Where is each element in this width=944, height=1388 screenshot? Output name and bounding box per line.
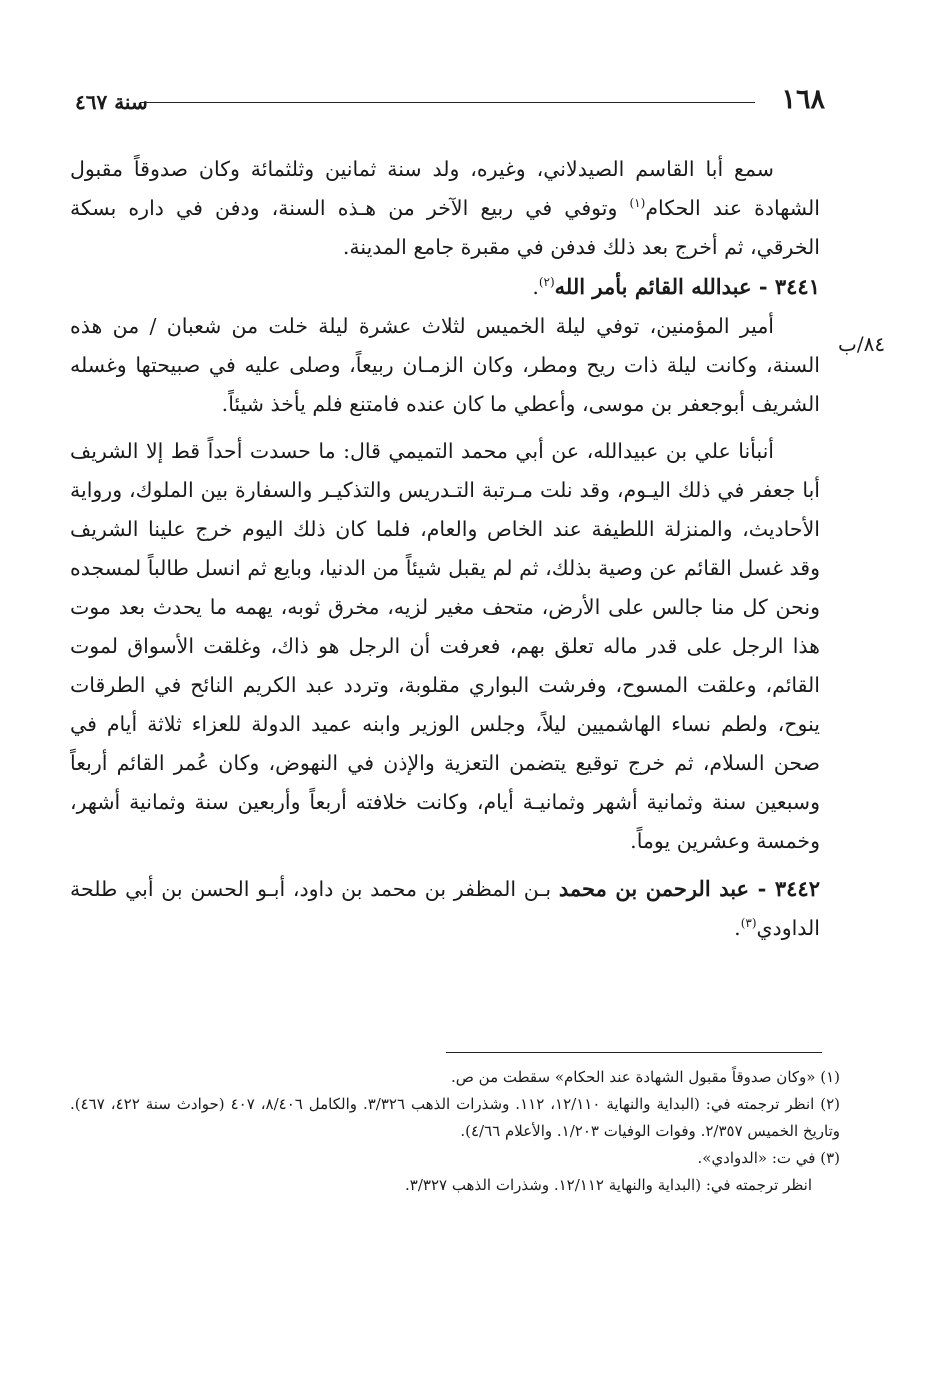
paragraph-2: أمير المؤمنين، توفي ليلة الخميس لثلاث عشرة ليلة خلت من شعبان / من هذه السنة، وكانت ليلة ذات ريح ومطر، وكان الزمـان ربيعاً، وصلى عليه في صبيحتها وغسله الشريف أبوجعفر بن موسى، وأعطي ما كان عنده فامتنع فلم يأخذ شيئاً.	[70, 314, 820, 416]
page-number: ١٦٨	[781, 84, 825, 115]
entry-3442-end: .	[734, 916, 741, 940]
entry-3441-end: .	[532, 275, 539, 299]
paragraph-3: أنبأنا علي بن عبيدالله، عن أبي محمد التميمي قال: ما حسدت أحداً قط إلا الشريف أبا جعفر في ذلك اليـوم، وقد نلت مـرتبة التـدريس والتذكيـر والسفارة بين الملوك، ورواية الأحاديث، والمنزلة اللطيفة عند الخاص والعام، فلما كان ذلك اليوم خرج علينا الشريف وقد غسل القائم عن وصية بذلك، ثم لم يقبل شيئاً من الدنيا، وبايع ثم انسل طالباً لمسجده ونحن كل منا جالس على الأرض، متحف مغير لزيه، مخرق ثوبه، يهمه ما يحدث بعد موت هذا الرجل على قدر ماله تعلق بهم، فعرفت أن الرجل هو ذاك، وغلقت الأسواق لموت القائم، وعلقت المسوح، وفرشت البواري مقلوبة، وتردد عبد الكريم النائح في الطرقات ينوح، ولطم نساء الهاشميين ليلاً، وجلس الوزير وابنه عميد الدولة للعزاء ثلاثة أيام في صحن السلام، ثم خرج توقيع يتضمن التعزية والإذن في النهوض، وكان عُمر القائم أربعاً وسبعين سنة وثمانية أشهر وثمانيـة أيام، وكانت خلافته أربعاً وأربعين سنة وثمانية أشهر، وخمسة وعشرين يوماً.	[70, 439, 820, 853]
entry-3442-heading	[70, 869, 820, 948]
footnote-ref-1: (١)	[629, 196, 646, 211]
footnote-1: (١) «وكان صدوقاً مقبول الشهادة عند الحكام» سقطت من ص.	[450, 1068, 840, 1086]
entry-3442-text: بـن المظفر بن محمد بن داود، أبـو الحسن بن أبي طلحة الداودي	[70, 877, 820, 940]
paragraph-1	[70, 150, 820, 267]
footnote-3: (٣) في ت: «الدوادي».	[697, 1149, 840, 1167]
footnote-2: (٢) انظر ترجمته في: (البداية والنهاية ١٢/١١٠، ١١٢. وشذرات الذهب ٣/٣٢٦. والكامل ٨/٤٠٦، ٤٠٧ (حوادث سنة ٤٢٢، ٤٦٧). وتاريخ الخميس ٢/٣٥٧. وفوات الوفيات ١/٢٠٣. والأعلام ٤/٦٦).	[70, 1095, 841, 1140]
year-label: سنة ٤٦٧	[75, 90, 148, 114]
footnote-separator	[446, 1052, 822, 1053]
footnotes	[70, 1064, 840, 1199]
entry-3442-title: ٣٤٤٢ - عبد الرحمن بن محمد	[558, 876, 820, 901]
paragraph-1-text: سمع أبا القاسم الصيدلاني، وغيره، ولد سنة ثمانين وثلثمائة وكان صدوقاً مقبول الشهادة عند الحكام	[70, 157, 820, 220]
main-text	[70, 150, 820, 948]
margin-folio-note: ٨٤/ب	[838, 332, 886, 356]
running-header	[75, 84, 825, 120]
footnote-ref-3: (٣)	[740, 916, 757, 931]
entry-3441-title: ٣٤٤١ - عبدالله القائم بأمر الله	[554, 274, 820, 299]
footnote-ref-2: (٢)	[538, 275, 555, 290]
paragraph-1-continuation: وتوفي في ربيع الآخر من هـذه السنة، ودفن في داره بسكة الخرقي، ثم أخرج بعد ذلك فدفن في مقبرة جامع المدينة.	[70, 196, 820, 259]
header-rule	[140, 102, 755, 103]
entry-3441-heading	[70, 267, 820, 307]
footnote-3-continuation: انظر ترجمته في: (البداية والنهاية ١٢/١١٢. وشذرات الذهب ٣/٣٢٧.	[405, 1176, 812, 1194]
